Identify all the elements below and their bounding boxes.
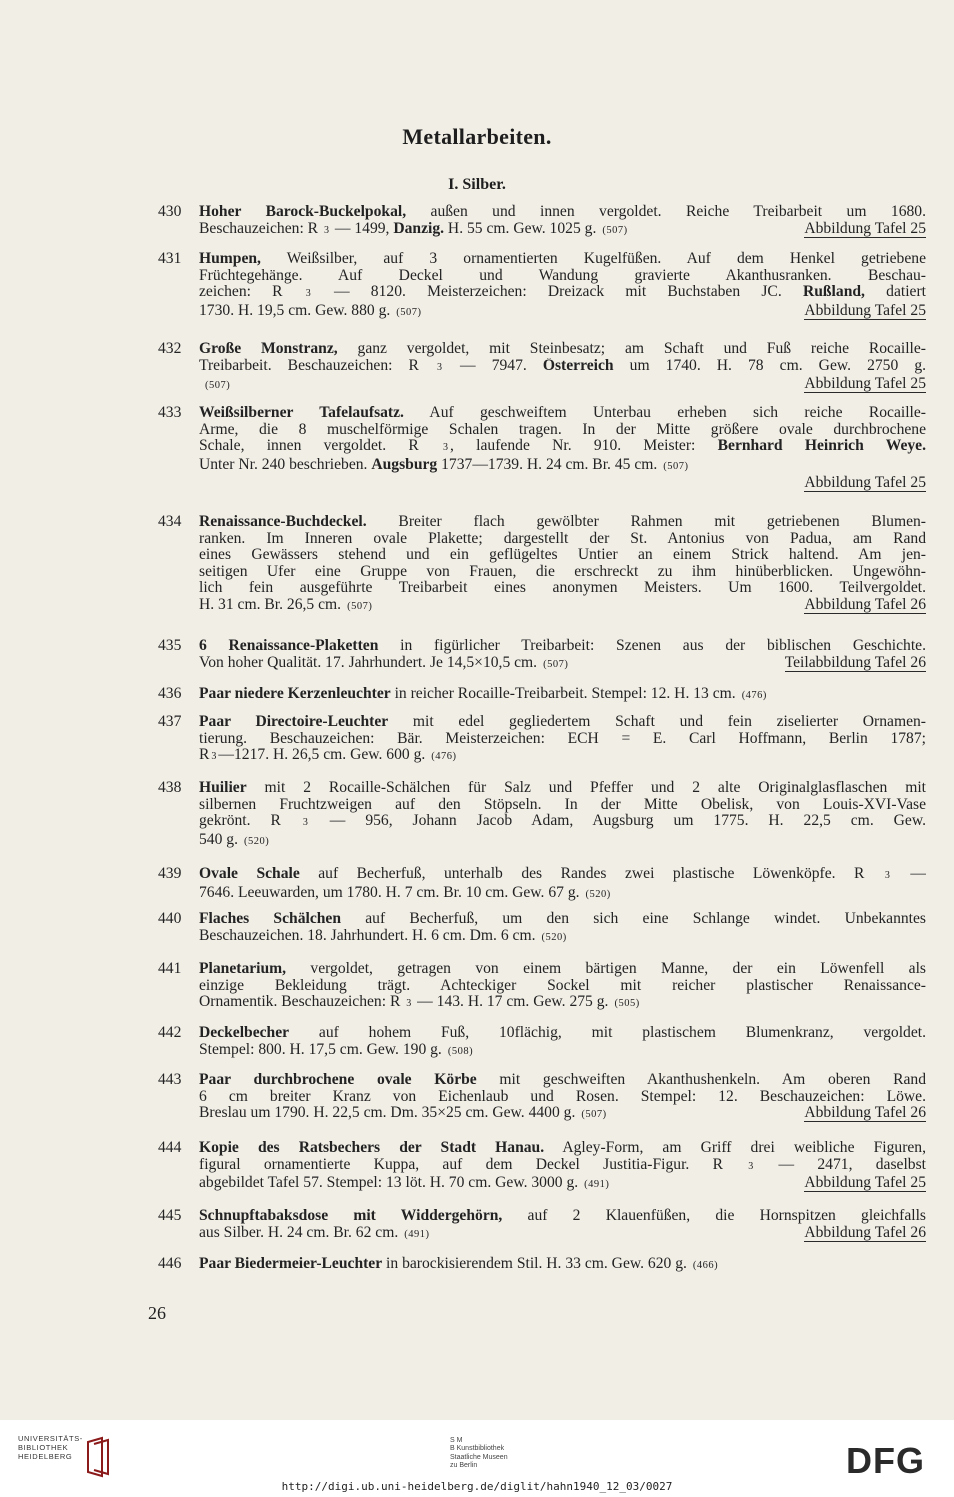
lot-entry [158,204,926,239]
lot-text: — 2471, daselbst [755,1156,926,1173]
text-line [158,1225,926,1244]
provenance-ref: (520) [541,931,567,943]
lot-text: einzige Bekleidung trägt. Achteckiger Sockel mit reicher plastischer Renaissance- [199,977,926,994]
lot-number: 441 [158,961,182,977]
lot-text: H. 31 cm. Br. 26,5 cm. [199,595,342,613]
lot-entry [158,341,926,395]
lot-text: 6 cm breiter Kranz von Eichenlaub und Rosen. Stempel: 12. Beschauzeichen: Löwe. [199,1088,926,1105]
text-line [158,655,926,674]
lot-title: Große Monstranz, [199,341,338,357]
lot-number: 440 [158,911,182,927]
plate-reference: Abbildung Tafel 26 [804,1223,926,1241]
lot-text: Weißsilber, auf 3 ornamentierten Kugelfüßen. Auf dem Henkel getriebene [260,251,926,267]
plate-reference: Abbildung Tafel 26 [804,1104,926,1122]
text-line [158,714,926,731]
lot-text: mit edel gegliedertem Schaft und fein ziselierter Ornamen- [388,714,926,730]
lot-entry [158,780,926,850]
mark-superscript: 3 [406,998,412,1010]
lot-text: gekrönt. R [199,813,301,830]
lot-text: Beschauzeichen: R [199,219,322,237]
provenance-ref: (520) [243,835,270,847]
lot-title: Planetarium, [199,961,287,977]
lot-text: in barockisierendem Stil. H. 33 cm. Gew. 620 g. [382,1256,687,1272]
text-line [158,204,926,221]
text-line [158,1089,926,1106]
text-line [158,457,926,476]
mark-superscript: 3 [305,288,311,300]
mark-superscript: 3 [211,751,217,763]
plate-reference: Abbildung Tafel 26 [804,595,926,613]
line-left [199,1225,430,1244]
text-line [158,797,926,814]
lot-title: Humpen, [199,251,261,267]
text-line [158,438,926,457]
lot-text: eines Gewässers stehend und ein geflügeltes Untier an einem Strick haltend. Am jen- [199,547,926,564]
text-line [158,1025,926,1042]
provenance-ref: (507) [396,306,422,318]
lot-text: Ornamentik. Beschauzeichen: R [199,994,405,1011]
lot-number: 442 [158,1025,182,1041]
lot-text: lich fein ausgeführte Treibarbeit eines anonymen Meisters. Um 1600. Teilvergoldet. [199,580,926,597]
line-left [199,1175,609,1194]
plate-reference: Abbildung Tafel 25 [804,474,926,492]
plate-reference: Abbildung Tafel 25 [804,1174,926,1192]
lot-number: 439 [158,866,182,882]
lot-text: Agley-Form, am Griff drei weibliche Figuren, [544,1140,926,1156]
provenance-ref: (507) [205,380,231,392]
lot-text: 7646. Leeuwarden, um 1780. H. 7 cm. Br. 10 cm. Gew. 67 g. [199,884,580,901]
lot-text: silbernen Fruchtzweigen auf den Stöpseln. In der Mitte Obelisk, von Louis-XVI-Vase [199,796,926,813]
lot-text: ranken. Im Inneren ovale Plakette; dargestellt der St. Antonius von Padua, am Rand [199,530,926,547]
provenance-ref: (491) [404,1228,430,1240]
provenance-ref: (507) [602,224,628,236]
lot-number: 443 [158,1072,182,1088]
lot-text: datiert [864,284,926,301]
lot-number: 430 [158,204,182,220]
lot-entry [158,714,926,766]
plate-reference: Teilabbildung Tafel 26 [784,653,926,671]
lot-title: Paar durchbrochene ovale Körbe [199,1072,477,1088]
lot-text: ganz vergoldet, mit Steinbesatz; am Schaft und Fuß reiche Rocaille- [337,341,926,357]
provenance-ref: (476) [431,751,457,763]
lot-title: Deckelbecher [199,1025,290,1041]
museum-logo: S M B Kunstbibliothek Staatliche Museen zu Berlin [450,1437,508,1470]
lot-title: Bernhard Heinrich Weye. [717,438,926,455]
lot-text: — 7947. [443,357,543,374]
lot-text: 1730. H. 19,5 cm. Gew. 880 g. [199,301,391,319]
lot-text: auf hohem Fuß, 10flächig, mit plastischem Blumenkranz, vergoldet. [289,1025,926,1041]
lot-text: R [199,747,210,764]
lot-title: Flaches Schälchen [199,911,342,927]
lot-text: figural ornamentierte Kuppa, auf dem Deckel Justitia-Figur. R [199,1156,747,1173]
lot-text: in figürlicher Treibarbeit: Szenen aus der biblischen Geschichte. [378,638,926,654]
provenance-ref: (466) [692,1260,719,1271]
provenance-ref: (491) [584,1179,610,1191]
lot-entry [158,638,926,673]
lot-title: Rußland, [802,284,865,301]
text-line [158,531,926,548]
mark-superscript: 3 [323,224,329,236]
lot-entry [158,1025,926,1060]
lot-number: 431 [158,251,182,267]
text-line [158,885,926,904]
text-line [158,597,926,616]
lot-title: Augsburg [371,456,438,473]
lot-title: Kopie des Ratsbechers der Stadt Hanau. [199,1140,545,1156]
lot-text: auf Becherfuß, um den sich eine Schlange windet. Unbekanntes [341,911,926,927]
provenance-ref: (508) [447,1045,474,1057]
lot-title: Paar niedere Kerzenleuchter [199,686,391,702]
lot-title: Weißsilberner Tafelaufsatz. [199,405,404,421]
mark-superscript: 3 [748,1160,754,1172]
lot-number: 446 [158,1256,182,1272]
lot-number: 438 [158,780,182,796]
lot-entry [158,1072,926,1124]
library-name: UNIVERSITÄTS- BIBLIOTHEK HEIDELBERG [18,1434,83,1461]
line-left [199,221,628,240]
lot-title: Huilier [199,780,247,796]
lot-text: Arme, die 8 muschelförmige Schalen tragen. In der Mitte größere ovale durchbrochene [199,421,926,438]
lot-number: 444 [158,1140,182,1156]
text-line [158,731,926,748]
text-line [158,580,926,597]
text-line [158,358,926,377]
plate-reference: Abbildung Tafel 25 [804,219,926,237]
lot-title: Paar Biedermeier-Leuchter [199,1256,383,1272]
text-line [158,405,926,422]
lot-text: aus Silber. H. 24 cm. Br. 62 cm. [199,1223,399,1241]
text-line [158,994,926,1013]
text-line [158,1140,926,1157]
lot-title: Schnupftabaksdose mit Widdergehörn, [199,1208,503,1224]
lot-text: Breslau um 1790. H. 22,5 cm. Dm. 35×25 cm. Gew. 4400 g. [199,1104,576,1122]
lot-text: Schale, innen vergoldet. R [199,438,442,455]
text-line [158,422,926,439]
lot-text: mit geschweiften Akanthushenkeln. Am oberen Rand [476,1072,926,1088]
lot-title: Österreich [542,357,614,374]
lot-title: Hoher Barock-Buckelpokal, [199,204,407,220]
line-left [199,303,422,322]
lot-number: 432 [158,341,182,357]
text-line [158,911,926,928]
lot-entry [158,911,926,946]
text-line [158,813,926,832]
lot-entry [158,405,926,492]
text-line [158,303,926,322]
lot-text: mit 2 Rocaille-Schälchen für Salz und Pfeffer und 2 alte Originalglasflaschen mit [246,780,926,796]
provenance-ref: (507) [543,658,569,670]
page-number: 26 [148,1303,166,1323]
lot-title: Danzig. [393,219,445,237]
source-url[interactable]: http://digi.ub.uni-heidelberg.de/diglit/hahn1940_12_03/0027 [281,1480,673,1493]
lot-title: Ovale Schale [199,866,300,882]
lot-number: 433 [158,405,182,421]
lot-text: tierung. Beschauzeichen: Bär. Meisterzeichen: ECH = E. Carl Hoffmann, Berlin 1787; [199,730,926,747]
text-line [158,780,926,797]
plate-reference: Abbildung Tafel 25 [804,301,926,319]
mark-superscript: 3 [884,870,890,881]
lot-text: — 8120. Meisterzeichen: Dreizack mit Buchstaben JC. [312,284,803,301]
line-left [199,597,372,616]
text-line [158,1042,926,1061]
lot-text: vergoldet, getragen von einem bärtigen Manne, der ein Löwenfell als [286,961,926,977]
lot-title: Paar Directoire-Leuchter [199,714,389,730]
lot-text: um 1740. H. 78 cm. Gew. 2750 g. [613,357,926,374]
lot-number: 437 [158,714,182,730]
text-line [158,475,926,492]
lot-entry [158,1256,926,1275]
text-line [158,284,926,303]
lot-text: auf 2 Klauenfüßen, die Hornspitzen gleichfalls [502,1208,926,1224]
text-line [158,1175,926,1194]
lot-text: , laufende Nr. 910. Meister: [450,438,718,455]
text-line [158,1157,926,1176]
text-line [158,928,926,947]
line-left [199,376,230,395]
lot-number: 434 [158,514,182,530]
lot-text: —1217. H. 26,5 cm. Gew. 600 g. [218,747,426,764]
lot-title: 6 Renaissance-Plaketten [199,638,379,654]
text-line [158,1072,926,1089]
text-line [158,221,926,240]
lot-text: Früchtegehänge. Auf Deckel und Wandung gravierte Akanthusranken. Beschau- [199,267,926,284]
mark-superscript: 3 [302,817,308,829]
lot-entry [158,961,926,1013]
university-library-logo-icon [84,1436,112,1478]
lot-text: 540 g. [199,831,238,848]
lot-text: Breiter flach gewölbter Rahmen mit getriebenen Blumen- [366,514,926,530]
line-left [199,1105,607,1124]
provenance-ref: (520) [585,888,611,900]
lot-entry [158,866,926,903]
mark-superscript: 3 [436,361,442,373]
text-line [158,547,926,564]
text-line [158,866,926,885]
text-line [158,376,926,395]
lot-text: abgebildet Tafel 57. Stempel: 13 löt. H. 70 cm. Gew. 3000 g. [199,1174,579,1192]
lot-text: Treibarbeit. Beschauzeichen: R [199,357,435,374]
lot-text: Beschauzeichen. 18. Jahrhundert. H. 6 cm. Dm. 6 cm. [199,927,536,944]
lot-text: auf Becherfuß, unterhalb des Randes zwei plastische Löwenköpfe. R [299,866,883,882]
section-heading: I. Silber. [448,176,506,193]
lot-number: 436 [158,686,182,702]
text-line [158,832,926,851]
lot-text: Von hoher Qualität. 17. Jahrhundert. Je 14,5×10,5 cm. [199,653,538,671]
lot-text: — 1499, [330,219,394,237]
lot-entry [158,1140,926,1194]
text-line [158,341,926,358]
lot-text: — 956, Johann Jacob Adam, Augsburg um 1775. H. 22,5 cm. Gew. [309,813,926,830]
lot-entry [158,514,926,616]
provenance-ref: (505) [614,998,640,1010]
page-heading: Metallarbeiten. [402,124,552,149]
lot-text: Auf geschweiftem Unterbau erheben sich reiche Rocaille- [403,405,926,421]
lot-text: zeichen: R [199,284,304,301]
text-line [158,1208,926,1225]
mark-superscript: 3 [443,442,449,454]
provenance-ref: (507) [347,600,373,612]
text-line [158,1105,926,1124]
lot-number: 435 [158,638,182,654]
line-left [199,655,568,674]
text-line [158,514,926,531]
text-line [158,251,926,268]
text-line [158,268,926,285]
lot-text: 1737—1739. H. 24 cm. Br. 45 cm. [437,456,658,473]
text-line [158,564,926,581]
lot-text: Unter Nr. 240 beschrieben. [199,456,372,473]
lot-text: H. 55 cm. Gew. 1025 g. [444,219,597,237]
text-line [158,961,926,978]
text-line [158,747,926,766]
lot-number: 445 [158,1208,182,1224]
plate-reference: Abbildung Tafel 25 [804,375,926,393]
dfg-logo: DFG [846,1440,925,1481]
text-line [158,638,926,655]
text-line [158,978,926,995]
text-line [158,1256,926,1275]
provenance-ref: (476) [741,690,767,701]
lot-entry [158,251,926,321]
provenance-ref: (507) [663,460,689,472]
lot-text: Stempel: 800. H. 17,5 cm. Gew. 190 g. [199,1041,442,1058]
lot-entry [158,686,926,705]
lot-text: in reicher Rocaille-Treibarbeit. Stempel: 12. H. 13 cm. [390,686,736,702]
text-line [158,686,926,705]
lot-text: seitigen Ufer eine Gruppe von Frauen, die erschreckt zu ihm hinüberblicken. Ungewöhn- [199,563,926,580]
lot-text: — [891,866,926,882]
lot-title: Renaissance-Buchdeckel. [199,514,367,530]
lot-text: — 143. H. 17 cm. Gew. 275 g. [413,994,609,1011]
lot-text: außen und innen vergoldet. Reiche Treibarbeit um 1680. [406,204,926,220]
provenance-ref: (507) [581,1109,607,1121]
lot-entry [158,1208,926,1243]
